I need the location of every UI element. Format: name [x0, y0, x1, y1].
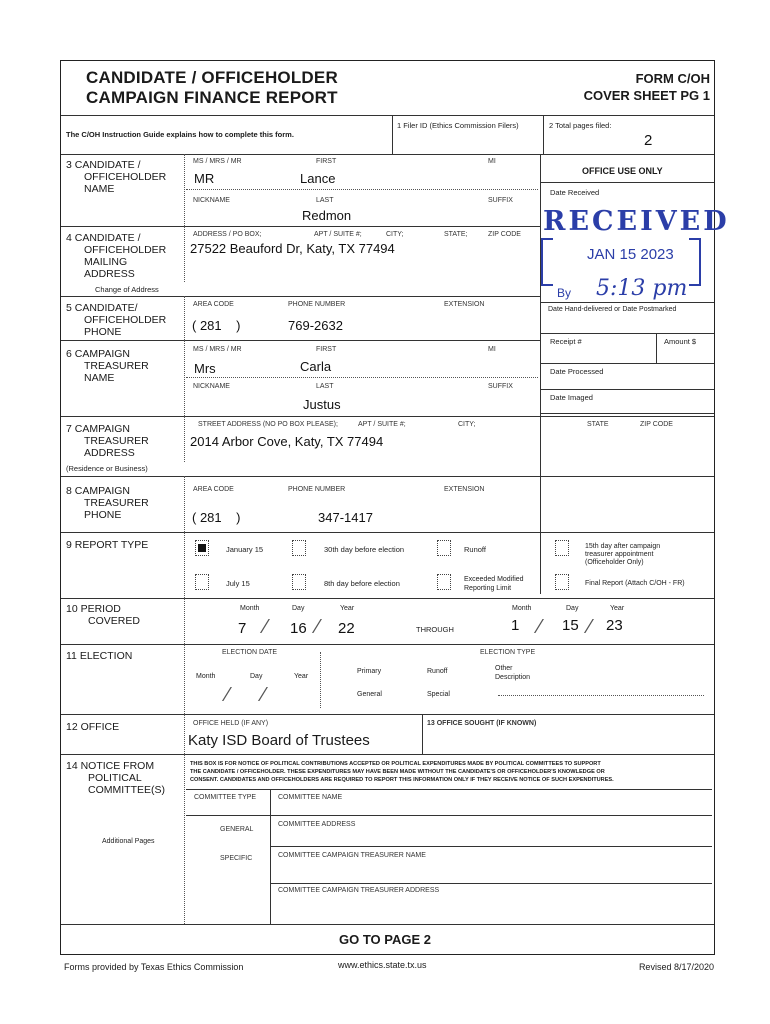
revised-date: Revised 8/17/2020 [638, 962, 714, 972]
residence-note: (Residence or Business) [66, 464, 148, 473]
day8-label: 8th day before election [324, 579, 400, 588]
through-label: THROUGH [416, 625, 454, 634]
description-label: Description [495, 674, 531, 681]
stamp-time: 5:13 pm [596, 276, 688, 301]
s14-label-2: POLITICAL [88, 772, 142, 784]
additional-pages-label: Additional Pages [102, 838, 155, 845]
date-processed-label: Date Processed [550, 367, 604, 376]
s7-zip-label: ZIP CODE [640, 421, 673, 428]
form-frame [60, 60, 715, 955]
date-hand-delivered-label: Date Hand-delivered or Date Postmarked [548, 306, 677, 313]
s5-area-value[interactable]: ( 281 ) [192, 318, 241, 333]
to-month-label: Month [512, 605, 532, 612]
s4-apt-label: APT / SUITE #; [314, 231, 362, 238]
provided-by: Forms provided by Texas Ethics Commission [64, 962, 244, 972]
date-received-label: Date Received [550, 188, 600, 197]
s4-label-1: 4 CANDIDATE / [66, 232, 141, 244]
general-committee-label: GENERAL [220, 826, 254, 833]
s5-area-label: AREA CODE [193, 301, 234, 308]
s7-address-value[interactable]: 2014 Arbor Cove, Katy, TX 77494 [190, 434, 384, 449]
committee-name-label: COMMITTEE NAME [278, 794, 343, 801]
total-pages-label: 2 Total pages filed: [549, 121, 612, 130]
s4-address-label: ADDRESS / PO BOX; [193, 231, 262, 238]
day8-checkbox[interactable] [292, 574, 306, 590]
s8-area-value[interactable]: ( 281 ) [192, 510, 241, 525]
s6-first-value[interactable]: Carla [300, 359, 332, 374]
change-of-address-label: Change of Address [95, 285, 159, 294]
office-use-title: OFFICE USE ONLY [582, 166, 663, 176]
s3-first-value[interactable]: Lance [300, 171, 336, 186]
special-label: Special [427, 691, 450, 698]
primary-label: Primary [357, 668, 382, 675]
s3-last-value[interactable]: Redmon [302, 208, 352, 223]
s3-nickname-label: NICKNAME [193, 197, 230, 204]
s7-city-label: CITY; [458, 421, 476, 428]
s3-mi-label: MI [488, 158, 496, 165]
day15-checkbox[interactable] [555, 540, 569, 556]
s4-zip-label: ZIP CODE [488, 231, 521, 238]
s6-suffix-label: SUFFIX [488, 383, 513, 390]
s12-label: 12 OFFICE [66, 721, 120, 733]
from-month-value[interactable]: 7 [238, 620, 247, 637]
election-date-label: ELECTION DATE [222, 649, 278, 656]
s7-label-2: TREASURER [84, 435, 149, 447]
s5-label-1: 5 CANDIDATE/ [66, 302, 138, 314]
day30-label: 30th day before election [324, 545, 405, 554]
s7-street-label: STREET ADDRESS (NO PO BOX PLEASE); [198, 421, 338, 428]
s3-label-3: NAME [84, 183, 115, 195]
s6-label-1: 6 CAMPAIGN [66, 348, 130, 360]
to-day-value[interactable]: 15 [562, 617, 579, 634]
s6-label-3: NAME [84, 372, 115, 384]
s4-address-value[interactable]: 27522 Beauford Dr, Katy, TX 77494 [190, 241, 395, 256]
from-year-label: Year [340, 605, 355, 612]
to-year-value[interactable]: 23 [606, 617, 623, 634]
date-imaged-label: Date Imaged [550, 393, 593, 402]
exceeded-checkbox[interactable] [437, 574, 451, 590]
other-label: Other [495, 665, 513, 672]
s4-label-4: ADDRESS [84, 268, 135, 280]
s8-label-2: TREASURER [84, 497, 149, 509]
s4-city-label: CITY; [386, 231, 404, 238]
exceeded-label-2: Reporting Limit [464, 585, 512, 592]
general-label: General [357, 691, 382, 698]
s6-prefix-label: MS / MRS / MR [193, 346, 242, 353]
s7-apt-label: APT / SUITE #; [358, 421, 406, 428]
s3-first-label: FIRST [316, 158, 337, 165]
amount-label: Amount $ [664, 337, 697, 346]
date-slash: ⁄ [316, 616, 320, 638]
date-slash: ⁄ [262, 684, 266, 706]
s14-label-1: 14 NOTICE FROM [66, 760, 155, 772]
s6-label-2: TREASURER [84, 360, 149, 372]
received-stamp [541, 206, 730, 308]
treasurer-address-label: COMMITTEE CAMPAIGN TREASURER ADDRESS [278, 887, 440, 894]
s4-label-3: MAILING [84, 256, 128, 268]
election-type-label: ELECTION TYPE [480, 649, 536, 656]
election-year-label: Year [294, 673, 309, 680]
exceeded-label-1: Exceeded Modified [464, 576, 524, 583]
s10-label-2: COVERED [88, 615, 140, 627]
s8-label-3: PHONE [84, 509, 122, 521]
website-link[interactable]: www.ethics.state.tx.us [338, 960, 427, 970]
s3-last-label: LAST [316, 197, 334, 204]
s8-ext-label: EXTENSION [444, 486, 485, 493]
from-month-label: Month [240, 605, 260, 612]
office-held-value[interactable]: Katy ISD Board of Trustees [188, 732, 370, 749]
committee-type-label: COMMITTEE TYPE [194, 794, 257, 801]
s3-label-1: 3 CANDIDATE / [66, 159, 141, 171]
final-report-checkbox[interactable] [555, 574, 569, 590]
date-slash: ⁄ [538, 616, 542, 638]
to-year-label: Year [610, 605, 625, 612]
date-slash: ⁄ [588, 616, 592, 638]
s4-state-label: STATE; [444, 231, 468, 238]
day30-checkbox[interactable] [292, 540, 306, 556]
stamp-word: RECEIVED [543, 206, 730, 237]
final-report-label: Final Report (Attach C/OH - FR) [585, 580, 685, 587]
s8-label-1: 8 CAMPAIGN [66, 485, 130, 497]
treasurer-name-label: COMMITTEE CAMPAIGN TREASURER NAME [278, 852, 426, 859]
notice-line-1: THIS BOX IS FOR NOTICE OF POLITICAL CONTRIBUTIONS ACCEPTED OR POLITICAL EXPENDITURES MADE BY POLITICAL COMMITTEES TO SUPPORT [190, 761, 601, 767]
receipt-label: Receipt # [550, 337, 582, 346]
runoff-election-label: Runoff [427, 668, 448, 675]
to-month-value[interactable]: 1 [511, 617, 520, 634]
runoff-report-label: Runoff [464, 545, 486, 554]
day15-label-3: (Officeholder Only) [585, 559, 644, 566]
s8-area-label: AREA CODE [193, 486, 234, 493]
date-slash: ⁄ [226, 684, 230, 706]
go-to-page-2[interactable]: GO TO PAGE 2 [339, 932, 431, 947]
jul15-checkbox[interactable] [195, 574, 209, 590]
s6-nickname-label: NICKNAME [193, 383, 230, 390]
form-page-label: COVER SHEET PG 1 [583, 88, 710, 103]
s11-label: 11 ELECTION [66, 650, 133, 662]
day15-label-1: 15th day after campaign [585, 543, 661, 550]
s7-label-3: ADDRESS [84, 447, 135, 459]
stamp-by: By [557, 286, 572, 300]
from-day-value[interactable]: 16 [290, 620, 307, 637]
stamp-date: JAN 15 2023 [587, 246, 674, 263]
office-sought-label: 13 OFFICE SOUGHT (IF KNOWN) [427, 720, 537, 727]
total-pages-value[interactable]: 2 [644, 132, 653, 149]
jan15-checkbox[interactable] [195, 540, 209, 556]
s3-prefix-label: MS / MRS / MR [193, 158, 242, 165]
office-held-label: OFFICE HELD (IF ANY) [193, 720, 269, 727]
form-title-line2: CAMPAIGN FINANCE REPORT [86, 88, 338, 107]
date-slash: ⁄ [264, 616, 268, 638]
s6-mi-label: MI [488, 346, 496, 353]
election-day-label: Day [250, 673, 263, 680]
s5-phone-label: PHONE NUMBER [288, 301, 346, 308]
s8-phone-value[interactable]: 347-1417 [318, 510, 373, 525]
s5-ext-label: EXTENSION [444, 301, 485, 308]
form-title-line1: CANDIDATE / OFFICEHOLDER [86, 68, 338, 87]
jan15-label: January 15 [226, 545, 264, 554]
s10-label-1: 10 PERIOD [66, 603, 121, 615]
from-year-value[interactable]: 22 [338, 620, 355, 637]
s9-label: 9 REPORT TYPE [66, 539, 149, 551]
election-month-label: Month [196, 673, 216, 680]
committee-address-label: COMMITTEE ADDRESS [278, 821, 356, 828]
s3-prefix-value[interactable]: MR [194, 171, 215, 186]
s6-prefix-value[interactable]: Mrs [194, 361, 216, 376]
notice-line-2: THE CANDIDATE / OFFICEHOLDER. THESE EXPENDITURES MAY HAVE BEEN MADE WITHOUT THE CANDIDATE'S OR OFFICEHOLDER'S KNOWLEDGE OR [190, 769, 605, 775]
s5-label-3: PHONE [84, 326, 122, 338]
jul15-label: July 15 [226, 579, 250, 588]
day15-label-2: treasurer appointment [585, 551, 654, 558]
s7-label-1: 7 CAMPAIGN [66, 423, 130, 435]
guide-note: The C/OH Instruction Guide explains how to complete this form. [66, 130, 294, 139]
s8-phone-label: PHONE NUMBER [288, 486, 346, 493]
s6-last-label: LAST [316, 383, 334, 390]
s14-label-3: COMMITTEE(S) [88, 784, 165, 796]
s6-last-value[interactable]: Justus [303, 397, 341, 412]
runoff-checkbox[interactable] [437, 540, 451, 556]
s3-suffix-label: SUFFIX [488, 197, 513, 204]
from-day-label: Day [292, 605, 305, 612]
s4-label-2: OFFICEHOLDER [84, 244, 167, 256]
s7-state-label: STATE [587, 421, 609, 428]
form-code: FORM C/OH [635, 71, 710, 86]
s6-first-label: FIRST [316, 346, 337, 353]
notice-line-3: CONSENT. CANDIDATES AND OFFICEHOLDERS ARE REQUIRED TO REPORT THIS INFORMATION ONLY IF THEY RECEIVE NOTICE OF SUCH EXPENDITURES. [190, 777, 614, 783]
s5-phone-value[interactable]: 769-2632 [288, 318, 343, 333]
to-day-label: Day [566, 605, 579, 612]
s3-label-2: OFFICEHOLDER [84, 171, 167, 183]
s5-label-2: OFFICEHOLDER [84, 314, 167, 326]
specific-committee-label: SPECIFIC [220, 855, 253, 862]
filer-id-label: 1 Filer ID (Ethics Commission Filers) [397, 121, 519, 130]
